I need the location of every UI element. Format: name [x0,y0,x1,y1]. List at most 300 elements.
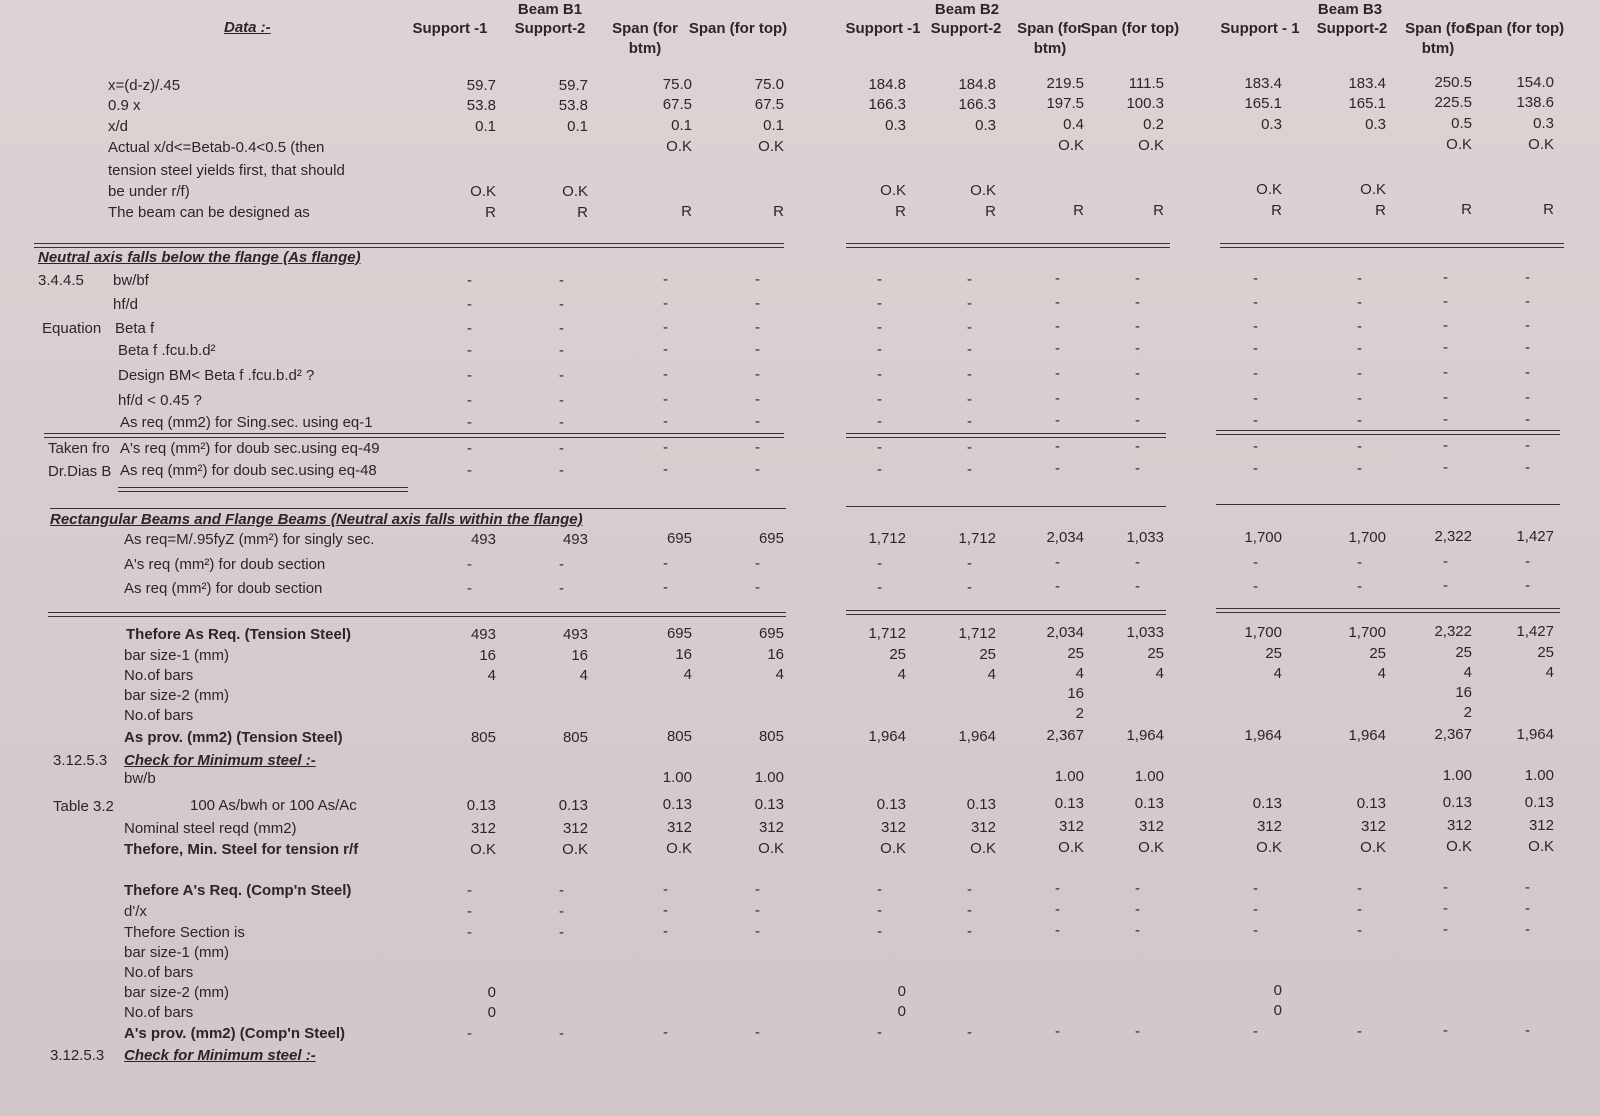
cell-designbm-3: - [663,366,668,383]
cell-x-12: 154.0 [1516,74,1554,91]
cell-compprov-6: - [967,1024,972,1041]
cell-asdoub-4: - [755,579,760,596]
cell-designbm-9: - [1253,365,1258,382]
cell-comp-12: - [1525,879,1530,896]
cell-section-7: - [1055,922,1060,939]
cell-hfd045-12: - [1525,389,1530,406]
ref-table32: Table 3.2 [53,798,114,815]
cell-09x-2: 53.8 [558,97,588,114]
cell-nobars1-10: 4 [1377,665,1386,682]
cell-09x-5: 166.3 [868,96,906,113]
cell-nominal-7: 312 [1058,818,1084,835]
beam-b2-title: Beam B2 [934,1,1000,18]
cell-hfd045-5: - [877,391,882,408]
cell-bwbf-2: - [559,272,564,289]
cell-hfd045-3: - [663,391,668,408]
cell-compprov-10: - [1357,1023,1362,1040]
cell-hfd-1: - [467,296,472,313]
cell-dx-7: - [1055,901,1060,918]
rule-3-under-as [118,487,408,488]
cell-dx-12: - [1525,900,1530,917]
cell-design-8: R [1153,202,1164,219]
cell-hfd-6: - [967,295,972,312]
cell-as48-11: - [1443,459,1448,476]
cell-bwbf-10: - [1357,270,1362,287]
cell-actual1-12: O.K [1528,136,1554,153]
cell-as48-5: - [877,461,882,478]
cell-xd-1: 0.1 [475,118,496,135]
cell-bwbf-7: - [1055,270,1060,287]
column-header-3-2: Support-2 [1316,20,1388,37]
cell-asreq1-7: - [1055,412,1060,429]
cell-as48-10: - [1357,460,1362,477]
cell-betaffcu-2: - [559,342,564,359]
ref-equation: Equation [42,320,102,337]
cell-09x-7: 197.5 [1046,95,1084,112]
cell-x-2: 59.7 [558,77,588,94]
cell-designbm-1: - [467,367,472,384]
column-header-2-1: Support -1 [845,20,921,37]
cell-09x-8: 100.3 [1126,95,1164,112]
cell-hfd-11: - [1443,293,1448,310]
cell-betaf-8: - [1135,318,1140,335]
cell-comp-1: - [467,882,472,899]
cell-thefore-12: 1,427 [1516,623,1554,640]
cell-bwbf-9: - [1253,270,1258,287]
column-header-1-4: Span (for top) [688,20,788,37]
cell-bwb-4: 1.00 [754,769,784,786]
cell-09x-6: 166.3 [958,96,996,113]
cell-nominal-2: 312 [562,820,588,837]
cell-asdoub-2: - [559,580,564,597]
cell-asprov-3: 805 [666,728,692,745]
row-label-actual1: Actual x/d<=Betab-0.4<0.5 (then [108,139,325,156]
ref-31253-b: 3.12.5.3 [50,1047,105,1064]
cell-nobars1-8: 4 [1155,665,1164,682]
cell-nobars1-4: 4 [775,666,784,683]
cell-nobars1-7: 4 [1075,665,1084,682]
cell-design-11: R [1461,201,1472,218]
cell-asreq1-11: - [1443,411,1448,428]
cell-hfd-2: - [559,296,564,313]
cell-asdoub-5: - [877,579,882,596]
rule-4-b3 [1216,504,1560,505]
cell-x-1: 59.7 [466,77,496,94]
cell-section-12: - [1525,921,1530,938]
cell-asreqM-5: 1,712 [868,530,906,547]
cell-asreqM-11: 2,322 [1434,528,1472,545]
cell-as48-2: - [559,462,564,479]
cell-section-5: - [877,923,882,940]
cell-bar2-7: 16 [1067,685,1084,702]
rule-5-b1 [48,612,786,617]
cell-nobars1-9: 4 [1273,665,1282,682]
cell-x-3: 75.0 [662,76,692,93]
row-label-nominal: Nominal steel reqd (mm2) [124,820,297,837]
row-label-asreqM: As req=M/.95fyZ (mm²) for singly sec. [124,531,375,548]
cell-thefore-2: 493 [562,626,588,643]
cell-comp-11: - [1443,879,1448,896]
cell-nominal-5: 312 [880,819,906,836]
cell-design-5: R [895,203,906,220]
cell-comp-2: - [559,882,564,899]
cell-cnobars2-1: 0 [487,1004,496,1021]
cell-asreqM-8: 1,033 [1126,529,1164,546]
cell-comp-5: - [877,881,882,898]
cell-bar1-9: 25 [1265,645,1282,662]
cell-asdashdoub-10: - [1357,554,1362,571]
row-label-minsteel: Thefore, Min. Steel for tension r/f [124,841,359,858]
cell-compprov-8: - [1135,1023,1140,1040]
cell-09x-1: 53.8 [466,97,496,114]
cell-betaffcu-7: - [1055,340,1060,357]
rule-2-b1-double [44,433,784,438]
cell-section-3: - [663,923,668,940]
cell-betaffcu-4: - [755,341,760,358]
cell-comp-10: - [1357,880,1362,897]
cell-design-4: R [773,203,784,220]
cell-compprov-3: - [663,1024,668,1041]
row-label-bwbf: bw/bf [113,272,149,289]
row-label-betaf: Beta f [115,320,155,337]
rule-4-b2 [846,506,1166,507]
cell-asdash49-12: - [1525,437,1530,454]
cell-dx-11: - [1443,900,1448,917]
cell-asdoub-1: - [467,580,472,597]
cell-xd-8: 0.2 [1143,116,1164,133]
column-header-2-2: Support-2 [930,20,1002,37]
cell-x-8: 111.5 [1128,75,1164,92]
cell-bar1-4: 16 [767,646,784,663]
cell-09x-3: 67.5 [662,96,692,113]
cell-actual3-2: O.K [562,183,588,200]
cell-bar1-2: 16 [571,647,588,664]
cell-asdashdoub-6: - [967,555,972,572]
rule-2-b3 [1216,430,1560,435]
cell-comp-8: - [1135,880,1140,897]
cell-betaffcu-3: - [663,341,668,358]
cell-betaffcu-8: - [1135,340,1140,357]
cell-minsteel-4: O.K [758,840,784,857]
cell-x-6: 184.8 [958,76,996,93]
cell-bwbf-8: - [1135,270,1140,287]
cell-as48-3: - [663,461,668,478]
row-label-compprov: A's prov. (mm2) (Comp'n Steel) [124,1025,346,1042]
cell-asreq1-8: - [1135,412,1140,429]
cell-dx-3: - [663,902,668,919]
cell-asreqM-9: 1,700 [1244,529,1282,546]
cell-betaf-4: - [755,319,760,336]
rule-5-b2 [846,610,1166,615]
cell-section-9: - [1253,922,1258,939]
cell-section-4: - [755,923,760,940]
row-label-bar1: bar size-1 (mm) [124,647,230,664]
cell-asprov-8: 1,964 [1126,727,1164,744]
cell-thefore-9: 1,700 [1244,624,1282,641]
cell-asreqM-1: 493 [470,531,496,548]
cell-asdash49-7: - [1055,438,1060,455]
cell-actual3-10: O.K [1360,181,1386,198]
cell-bar1-12: 25 [1537,644,1554,661]
cell-compprov-11: - [1443,1022,1448,1039]
cell-actual3-6: O.K [970,182,996,199]
cell-nominal-11: 312 [1446,817,1472,834]
cell-thefore-8: 1,033 [1126,624,1164,641]
cell-dx-4: - [755,902,760,919]
row-label-betaffcu: Beta f .fcu.b.d² [118,342,216,359]
cell-xd-4: 0.1 [763,117,784,134]
cell-pct-12: 0.13 [1524,794,1554,811]
cell-compprov-1: - [467,1025,472,1042]
cell-section-1: - [467,924,472,941]
cell-dx-2: - [559,903,564,920]
cell-as48-7: - [1055,460,1060,477]
cell-asreq1-6: - [967,413,972,430]
cell-nobars2-7: 2 [1075,705,1084,722]
cell-hfd-9: - [1253,294,1258,311]
cell-designbm-4: - [755,366,760,383]
cell-nobars1-2: 4 [579,667,588,684]
cell-thefore-6: 1,712 [958,625,996,642]
row-label-x: x=(d-z)/.45 [108,77,181,94]
cell-bar1-10: 25 [1369,645,1386,662]
cell-bwbf-4: - [755,271,760,288]
cell-actual3-5: O.K [880,182,906,199]
cell-thefore-10: 1,700 [1348,624,1386,641]
cell-09x-11: 225.5 [1434,94,1472,111]
cell-betaf-6: - [967,319,972,336]
cell-asreqM-2: 493 [562,531,588,548]
rule-1-b2 [846,243,1170,248]
cell-as48-1: - [467,462,472,479]
cell-asdashdoub-1: - [467,556,472,573]
cell-asdoub-9: - [1253,578,1258,595]
cell-minsteel-1: O.K [470,841,496,858]
cell-nobars2-11: 2 [1463,704,1472,721]
cell-hfd-3: - [663,295,668,312]
cell-dx-6: - [967,902,972,919]
cell-asreqM-6: 1,712 [958,530,996,547]
cell-betaffcu-12: - [1525,339,1530,356]
cell-asdoub-12: - [1525,577,1530,594]
cell-actual1-11: O.K [1446,136,1472,153]
row-label-xd: x/d [108,118,129,135]
cell-bar2-11: 16 [1455,684,1472,701]
ref-dr-dias: Dr.Dias B [48,463,112,480]
cell-hfd045-1: - [467,392,472,409]
cell-asprov-9: 1,964 [1244,727,1282,744]
cell-asdashdoub-2: - [559,556,564,573]
cell-hfd045-10: - [1357,390,1362,407]
cell-thefore-4: 695 [758,625,784,642]
cell-asdoub-6: - [967,579,972,596]
cell-betaf-9: - [1253,318,1258,335]
cell-pct-1: 0.13 [466,797,496,814]
cell-bwbf-1: - [467,272,472,289]
cell-09x-4: 67.5 [754,96,784,113]
cell-asprov-2: 805 [562,729,588,746]
cell-designbm-2: - [559,367,564,384]
cell-minsteel-5: O.K [880,840,906,857]
cell-pct-9: 0.13 [1252,795,1282,812]
row-label-bwb: bw/b [124,770,156,787]
column-header-3-3: Span (for btm) [1405,20,1471,57]
row-label-design: The beam can be designed as [108,204,310,221]
cell-hfd-5: - [877,295,882,312]
cell-asdash49-4: - [755,439,760,456]
cell-compprov-2: - [559,1025,564,1042]
cell-nobars1-1: 4 [487,667,496,684]
cell-asreq1-2: - [559,414,564,431]
cell-09x-12: 138.6 [1516,94,1554,111]
cell-betaffcu-6: - [967,341,972,358]
cell-asreq1-12: - [1525,411,1530,428]
cell-bwb-7: 1.00 [1054,768,1084,785]
cell-pct-3: 0.13 [662,796,692,813]
row-label-hfd045: hf/d < 0.45 ? [118,392,202,409]
cell-nominal-1: 312 [470,820,496,837]
cell-asreq1-10: - [1357,412,1362,429]
cell-cnobars2-5: 0 [897,1003,906,1020]
cell-asdash49-10: - [1357,438,1362,455]
cell-asdash49-2: - [559,440,564,457]
rule-4-b1 [50,508,786,509]
ref-31253-a: 3.12.5.3 [53,752,108,769]
ref-3445: 3.4.4.5 [38,272,84,289]
cell-hfd-7: - [1055,294,1060,311]
cell-comp-6: - [967,881,972,898]
cell-cbar2-5: 0 [897,983,906,1000]
cell-hfd045-6: - [967,391,972,408]
cell-bwb-8: 1.00 [1134,768,1164,785]
cell-betaf-3: - [663,319,668,336]
cell-asdashdoub-8: - [1135,554,1140,571]
cell-comp-4: - [755,881,760,898]
row-label-nobars2: No.of bars [124,707,194,724]
cell-hfd045-8: - [1135,390,1140,407]
cell-xd-10: 0.3 [1365,116,1386,133]
cell-asdash49-8: - [1135,438,1140,455]
cell-asreq1-4: - [755,413,760,430]
cell-nobars1-11: 4 [1463,664,1472,681]
cell-asprov-12: 1,964 [1516,726,1554,743]
cell-pct-10: 0.13 [1356,795,1386,812]
row-label-nobars1: No.of bars [124,667,194,684]
cell-xd-12: 0.3 [1533,115,1554,132]
cell-asreqM-4: 695 [758,530,784,547]
cell-minsteel-12: O.K [1528,838,1554,855]
row-label-cnobars1: No.of bars [124,964,194,981]
data-heading: Data :- [224,19,271,36]
cell-design-2: R [577,204,588,221]
cell-nobars1-3: 4 [683,666,692,683]
cell-designbm-8: - [1135,365,1140,382]
cell-hfd045-2: - [559,392,564,409]
rule-1-b3 [1220,243,1564,248]
rule-3-under-as-b [118,491,408,492]
cell-bar1-5: 25 [889,646,906,663]
cell-minsteel-8: O.K [1138,839,1164,856]
cell-as48-12: - [1525,459,1530,476]
rule-1-b1 [34,243,784,248]
cell-cnobars2-9: 0 [1273,1002,1282,1019]
cell-x-11: 250.5 [1434,74,1472,91]
cell-pct-6: 0.13 [966,796,996,813]
cell-minsteel-9: O.K [1256,839,1282,856]
cell-hfd-4: - [755,295,760,312]
cell-bar1-7: 25 [1067,645,1084,662]
cell-hfd045-4: - [755,391,760,408]
cell-bwb-3: 1.00 [662,769,692,786]
cell-minsteel-7: O.K [1058,839,1084,856]
cell-asprov-10: 1,964 [1348,727,1386,744]
cell-minsteel-2: O.K [562,841,588,858]
cell-betaf-12: - [1525,317,1530,334]
cell-x-5: 184.8 [868,76,906,93]
cell-as48-9: - [1253,460,1258,477]
cell-asdashdoub-7: - [1055,554,1060,571]
cell-pct-7: 0.13 [1054,795,1084,812]
cell-x-4: 75.0 [754,76,784,93]
cell-betaffcu-5: - [877,341,882,358]
cell-asdash49-11: - [1443,437,1448,454]
row-label-asdashdoub: A's req (mm²) for doub section [124,556,326,573]
row-label-pct: 100 As/bwh or 100 As/Ac [190,797,357,814]
column-header-1-2: Support-2 [514,20,586,37]
cell-compprov-9: - [1253,1023,1258,1040]
cell-betaf-2: - [559,320,564,337]
cell-bwbf-11: - [1443,269,1448,286]
cell-hfd045-11: - [1443,389,1448,406]
cell-09x-9: 165.1 [1244,95,1282,112]
row-label-hfd: hf/d [113,296,139,313]
cell-dx-8: - [1135,901,1140,918]
cell-compprov-4: - [755,1024,760,1041]
row-label-bar2: bar size-2 (mm) [124,687,230,704]
cell-bar1-1: 16 [479,647,496,664]
cell-thefore-7: 2,034 [1046,624,1084,641]
cell-hfd-8: - [1135,294,1140,311]
cell-design-12: R [1543,201,1554,218]
cell-betaf-10: - [1357,318,1362,335]
cell-thefore-1: 493 [470,626,496,643]
cell-asreq1-1: - [467,414,472,431]
cell-asdash49-6: - [967,439,972,456]
cell-asreqM-12: 1,427 [1516,528,1554,545]
cell-bwbf-12: - [1525,269,1530,286]
cell-asdashdoub-11: - [1443,553,1448,570]
cell-asreq1-3: - [663,413,668,430]
cell-design-7: R [1073,202,1084,219]
cell-hfd045-7: - [1055,390,1060,407]
cell-actual1-3: O.K [666,138,692,155]
cell-asprov-5: 1,964 [868,728,906,745]
cell-section-8: - [1135,922,1140,939]
heading-neutral-below: Neutral axis falls below the flange (As flange) [38,249,361,266]
cell-designbm-10: - [1357,365,1362,382]
cell-design-10: R [1375,202,1386,219]
ref-taken-from: Taken fro [48,440,110,457]
cell-bwbf-5: - [877,271,882,288]
row-label-dx: d'/x [124,903,147,920]
cell-bwb-11: 1.00 [1442,767,1472,784]
cell-thefore-11: 2,322 [1434,623,1472,640]
column-header-2-3: Span (for btm) [1017,20,1083,57]
cell-cbar2-1: 0 [487,984,496,1001]
cell-asreqM-10: 1,700 [1348,529,1386,546]
cell-xd-5: 0.3 [885,117,906,134]
row-label-section: Thefore Section is [124,924,245,941]
